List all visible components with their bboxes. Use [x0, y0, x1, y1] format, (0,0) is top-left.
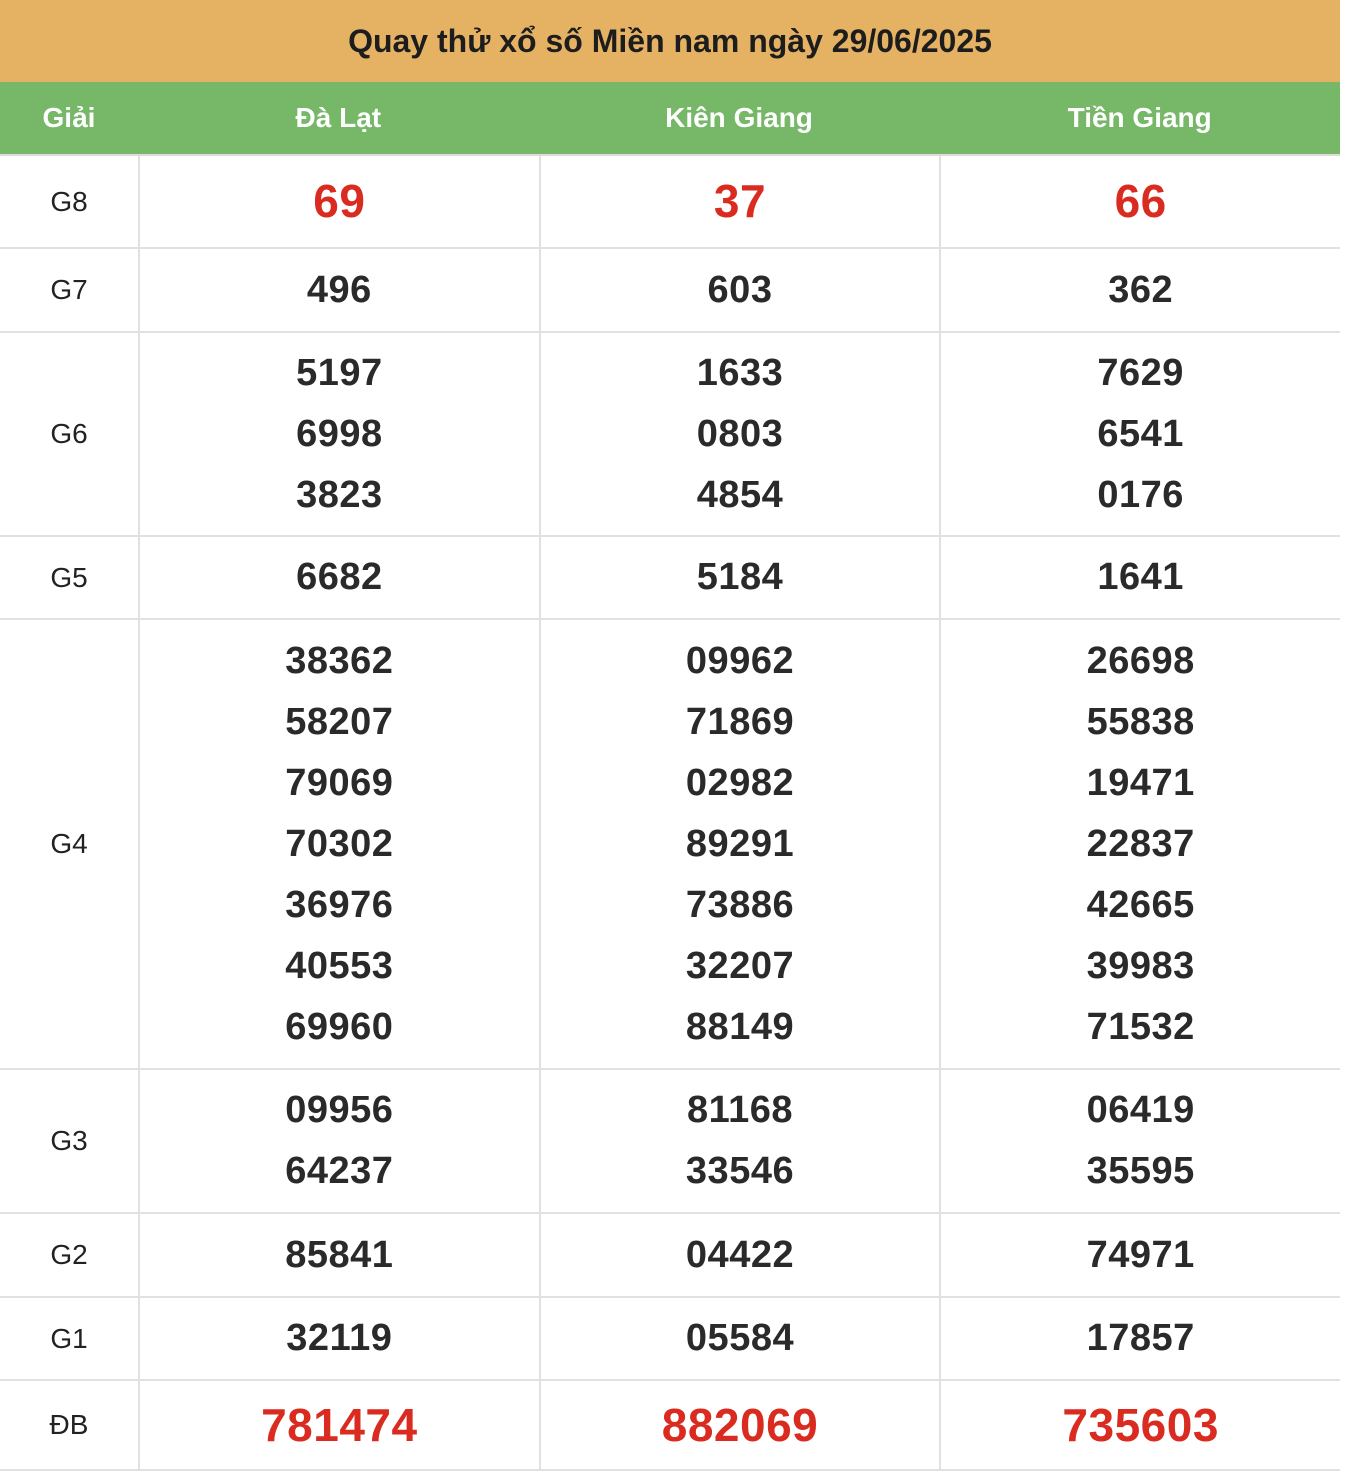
page-title: Quay thử xổ số Miền nam ngày 29/06/2025 — [0, 0, 1340, 82]
prize-label: ĐB — [0, 1381, 140, 1469]
result-number: 3823 — [296, 473, 383, 516]
result-number: 06419 — [1086, 1089, 1195, 1131]
result-number: 5197 — [296, 351, 383, 394]
result-number: 73886 — [685, 883, 795, 926]
result-number: 71869 — [685, 700, 795, 743]
result-number: 0176 — [1097, 473, 1184, 516]
header-province-kiengiang: Kiên Giang — [665, 102, 813, 133]
result-number: 1641 — [1097, 556, 1184, 598]
result-cell — [941, 1214, 1340, 1296]
result-cell — [541, 1298, 942, 1379]
result-cell — [140, 1214, 541, 1296]
prize-row-g1 — [0, 1298, 1340, 1381]
result-cell — [140, 333, 541, 535]
prize-row-g6 — [0, 333, 1340, 537]
result-number: 05584 — [685, 1317, 795, 1359]
result-number: 42665 — [1086, 883, 1195, 926]
result-number: 71532 — [1086, 1005, 1195, 1048]
result-number: 362 — [1108, 268, 1174, 311]
result-number: 09956 — [285, 1089, 394, 1131]
prize-label: G1 — [0, 1298, 140, 1379]
result-cell — [140, 1298, 541, 1379]
result-cell — [941, 249, 1340, 331]
result-number: 66 — [1114, 175, 1167, 227]
prize-label: G2 — [0, 1214, 140, 1296]
result-cell — [140, 249, 541, 331]
result-number: 496 — [306, 268, 372, 311]
result-cell — [140, 1381, 541, 1469]
prize-row-g2 — [0, 1214, 1340, 1298]
result-cell — [941, 1070, 1340, 1212]
result-number: 69960 — [285, 1005, 394, 1048]
result-number: 37 — [713, 175, 767, 227]
result-number: 81168 — [686, 1089, 794, 1131]
result-number: 04422 — [685, 1233, 795, 1276]
result-number: 70302 — [285, 822, 394, 865]
result-cell — [541, 156, 942, 247]
result-cell — [941, 156, 1340, 247]
result-number: 6682 — [296, 556, 383, 598]
result-number: 882069 — [661, 1398, 819, 1451]
prize-label: G6 — [0, 333, 140, 535]
result-cell — [941, 333, 1340, 535]
result-cell — [941, 1381, 1340, 1469]
result-number: 1633 — [696, 351, 784, 394]
header-prize: Giải — [42, 102, 96, 133]
result-number: 55838 — [1086, 700, 1195, 743]
prize-label: G7 — [0, 249, 140, 331]
prize-label: G5 — [0, 537, 140, 618]
prize-row-g8 — [0, 156, 1340, 249]
result-cell — [541, 249, 942, 331]
table-header — [0, 82, 1340, 156]
result-number: 88149 — [685, 1005, 795, 1048]
result-number: 89291 — [685, 822, 795, 865]
result-cell — [140, 1070, 541, 1212]
header-province-tiengiang: Tiền Giang — [1067, 102, 1212, 133]
result-number: 5184 — [696, 556, 784, 598]
table-body — [0, 156, 1340, 1471]
result-number: 19471 — [1086, 761, 1195, 804]
result-cell — [941, 537, 1340, 618]
result-cell — [541, 1070, 942, 1212]
result-cell — [541, 537, 942, 618]
result-number: 26698 — [1086, 639, 1195, 682]
prize-row-g5 — [0, 537, 1340, 620]
result-number: 58207 — [285, 700, 394, 743]
result-cell — [941, 620, 1340, 1068]
prize-row-đb — [0, 1381, 1340, 1471]
result-cell — [541, 1381, 942, 1469]
result-number: 32119 — [286, 1317, 393, 1359]
result-number: 36976 — [285, 883, 394, 926]
result-number: 6998 — [296, 412, 383, 455]
result-number: 4854 — [696, 473, 784, 516]
result-cell — [541, 1214, 942, 1296]
result-cell — [541, 333, 942, 535]
result-number: 38362 — [285, 639, 394, 682]
prize-label: G4 — [0, 620, 140, 1068]
result-number: 7629 — [1097, 351, 1184, 394]
result-cell — [541, 620, 942, 1068]
result-number: 17857 — [1086, 1317, 1195, 1359]
result-number: 09962 — [685, 639, 795, 682]
result-number: 735603 — [1062, 1398, 1219, 1451]
prize-label: G3 — [0, 1070, 140, 1212]
result-number: 69 — [313, 175, 366, 227]
result-number: 603 — [707, 268, 773, 311]
result-cell — [140, 156, 541, 247]
result-number: 02982 — [685, 761, 795, 804]
header-province-dalat: Đà Lạt — [295, 102, 382, 133]
result-number: 32207 — [685, 944, 795, 987]
result-number: 64237 — [285, 1150, 394, 1192]
result-number: 39983 — [1086, 944, 1195, 987]
result-number: 40553 — [285, 944, 394, 987]
result-number: 781474 — [261, 1398, 418, 1451]
prize-row-g4 — [0, 620, 1340, 1070]
prize-label: G8 — [0, 156, 140, 247]
result-number: 74971 — [1086, 1233, 1195, 1276]
result-cell — [941, 1298, 1340, 1379]
result-number: 33546 — [685, 1150, 795, 1192]
result-number: 85841 — [285, 1233, 394, 1276]
result-number: 35595 — [1086, 1150, 1195, 1192]
result-cell — [140, 537, 541, 618]
result-number: 22837 — [1086, 822, 1195, 865]
result-number: 0803 — [696, 412, 784, 455]
prize-row-g7 — [0, 249, 1340, 333]
result-number: 6541 — [1097, 412, 1184, 455]
result-number: 79069 — [285, 761, 394, 804]
result-cell — [140, 620, 541, 1068]
prize-row-g3 — [0, 1070, 1340, 1214]
